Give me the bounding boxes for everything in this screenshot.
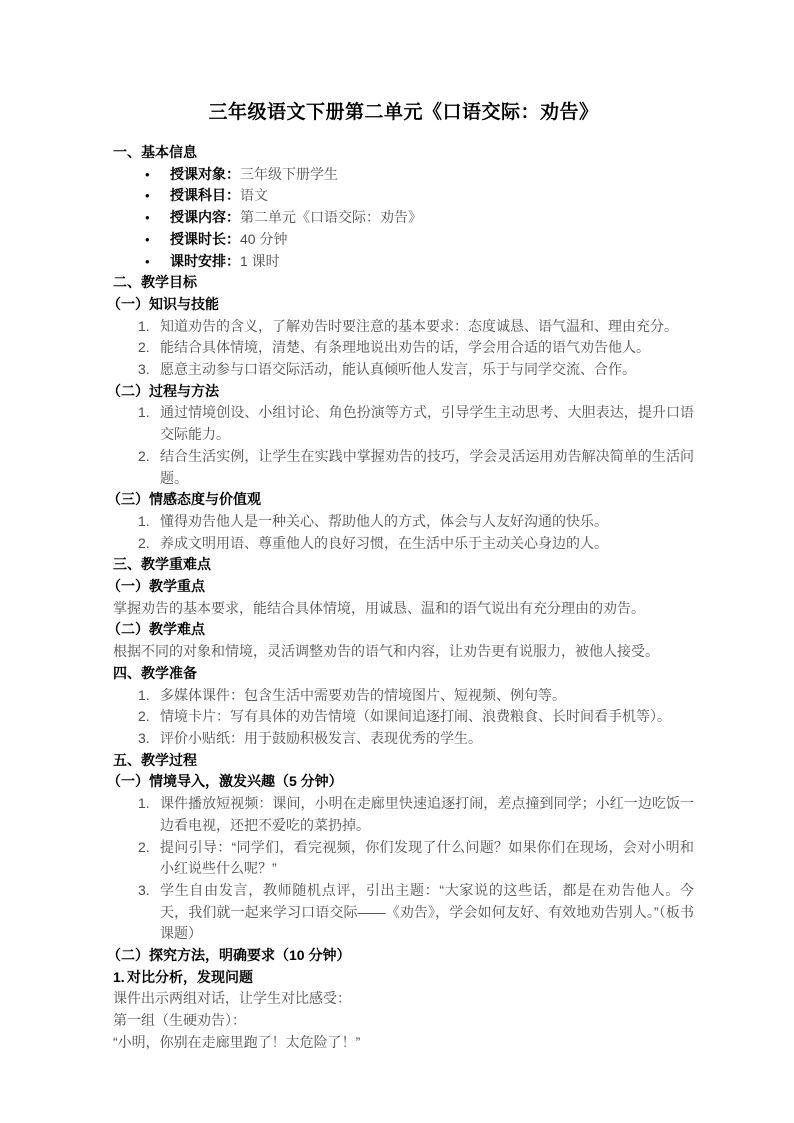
item-text: 通过情境创设、小组讨论、角色扮演等方式，引导学生主动思考、大胆表达，提升口语交际能力。 <box>160 404 694 443</box>
bullet-value: 语文 <box>240 187 268 204</box>
subsection-heading: （三）情感态度与价值观 <box>107 491 261 508</box>
item-number: 1. <box>138 404 150 421</box>
paragraph: 根据不同的对象和情境，灵活调整劝告的语气和内容，让劝告更有说服力，被他人接受。 <box>113 643 659 660</box>
item-number: 2. <box>138 447 150 464</box>
item-number: 1. <box>138 795 150 812</box>
section-heading: 三、教学重难点 <box>113 556 211 573</box>
section-heading: 一、基本信息 <box>113 144 197 160</box>
item-number: 1. <box>138 512 150 529</box>
item-number: 2. <box>138 534 150 551</box>
bullet-value: 三年级下册学生 <box>240 165 338 182</box>
numbered-item <box>113 880 694 945</box>
bullet-item <box>113 207 694 229</box>
bullet-label: 授课时长： <box>170 230 240 247</box>
subsection-heading: （二）探究方法，明确要求（10 分钟） <box>107 947 351 964</box>
numbered-item <box>113 446 694 489</box>
doc-title: 三年级语文下册第二单元《口语交际：劝告》 <box>208 102 599 123</box>
bullet-item <box>113 185 694 207</box>
section-heading: 四、教学准备 <box>113 664 197 681</box>
section-heading: 五、教学过程 <box>113 751 197 768</box>
item-number: 2. <box>138 838 150 855</box>
section-heading: 二、教学目标 <box>113 274 197 291</box>
bullet-item <box>113 164 694 186</box>
bullet-item <box>113 229 694 251</box>
bullet-icon: • <box>145 166 150 182</box>
numbered-item <box>113 728 694 750</box>
item-number: 2. <box>138 339 150 356</box>
subsection-heading: （一）教学重点 <box>107 578 205 595</box>
item-text: 情境卡片：写有具体的劝告情境（如课间追逐打闹、浪费粮食、长时间看手机等）。 <box>160 708 671 725</box>
bullet-label: 课时安排： <box>170 252 240 269</box>
bullet-item <box>113 251 694 273</box>
item-number: 3. <box>138 361 150 378</box>
item-text: 对比分析，发现问题 <box>127 968 253 985</box>
item-text: 提问引导：“同学们，看完视频，你们发现了什么问题？如果你们在现场，会对小明和小红说些什么呢？” <box>160 838 694 877</box>
numbered-item <box>113 316 694 338</box>
numbered-item <box>113 837 694 880</box>
numbered-item <box>113 793 694 836</box>
item-number: 1. <box>138 686 150 703</box>
item-number: 3. <box>138 729 150 746</box>
bullet-value: 1 课时 <box>240 252 280 269</box>
paragraph: 第一组（生硬劝告）： <box>113 1012 246 1029</box>
subsection-heading: （一）知识与技能 <box>107 295 219 312</box>
bullet-label: 授课对象： <box>170 165 240 182</box>
item-text: 懂得劝告他人是一种关心、帮助他人的方式，体会与人友好沟通的快乐。 <box>160 512 608 529</box>
subsection-heading: （二）教学难点 <box>107 621 205 638</box>
item-text: 学生自由发言，教师随机点评，引出主题：“大家说的这些话，都是在劝告他人。今天，我们就一起来学习口语交际——《劝告》，学会如何友好、有效地劝告别人。”（板书课题） <box>160 881 694 942</box>
item-text: 知道劝告的含义，了解劝告时要注意的基本要求：态度诚恳、语气温和、理由充分。 <box>160 317 678 334</box>
numbered-item <box>113 337 694 359</box>
bullet-value: 第二单元《口语交际：劝告》 <box>240 209 422 226</box>
item-number: 1. <box>138 317 150 334</box>
bullet-label: 授课内容： <box>170 209 240 226</box>
item-number: 2. <box>138 708 150 725</box>
bullet-icon: • <box>145 210 150 226</box>
item-text: 多媒体课件：包含生活中需要劝告的情境图片、短视频、例句等。 <box>160 686 566 703</box>
bullet-label: 授课科目： <box>170 187 240 204</box>
paragraph: 课件出示两组对话，让学生对比感受： <box>113 990 351 1007</box>
item-text: 养成文明用语、尊重他人的良好习惯，在生活中乐于主动关心身边的人。 <box>160 534 608 551</box>
numbered-item <box>113 533 694 555</box>
subsection-heading: （二）过程与方法 <box>107 382 219 399</box>
item-number: 3. <box>138 881 150 898</box>
bullet-icon: • <box>145 188 150 204</box>
bullet-icon: • <box>145 253 150 269</box>
item-text: 结合生活实例，让学生在实践中掌握劝告的技巧，学会灵活运用劝告解决简单的生活问题。 <box>160 447 694 486</box>
numbered-item <box>113 359 694 381</box>
numbered-item <box>113 706 694 728</box>
item-text: 能结合具体情境，清楚、有条理地说出劝告的话，学会用合适的语气劝告他人。 <box>160 339 650 356</box>
item-number: 1. <box>113 968 125 985</box>
paragraph: “小明，你别在走廊里跑了！太危险了！” <box>113 1033 361 1050</box>
subsection-heading: （一）情境导入，激发兴趣（5 分钟） <box>107 773 343 790</box>
bold-numbered-heading <box>113 967 694 989</box>
item-text: 愿意主动参与口语交际活动，能认真倾听他人发言，乐于与同学交流、合作。 <box>160 361 636 378</box>
numbered-item <box>113 685 694 707</box>
bullet-icon: • <box>145 231 150 247</box>
numbered-item <box>113 511 694 533</box>
numbered-item <box>113 402 694 445</box>
item-text: 课件播放短视频：课间，小明在走廊里快速追逐打闹，差点撞到同学；小红一边吃饭一边看电视，还把不爱吃的菜扔掉。 <box>160 795 694 833</box>
item-text: 评价小贴纸：用于鼓励积极发言、表现优秀的学生。 <box>160 729 482 746</box>
paragraph: 掌握劝告的基本要求，能结合具体情境，用诚恳、温和的语气说出有充分理由的劝告。 <box>113 599 645 616</box>
bullet-value: 40 分钟 <box>240 230 288 247</box>
